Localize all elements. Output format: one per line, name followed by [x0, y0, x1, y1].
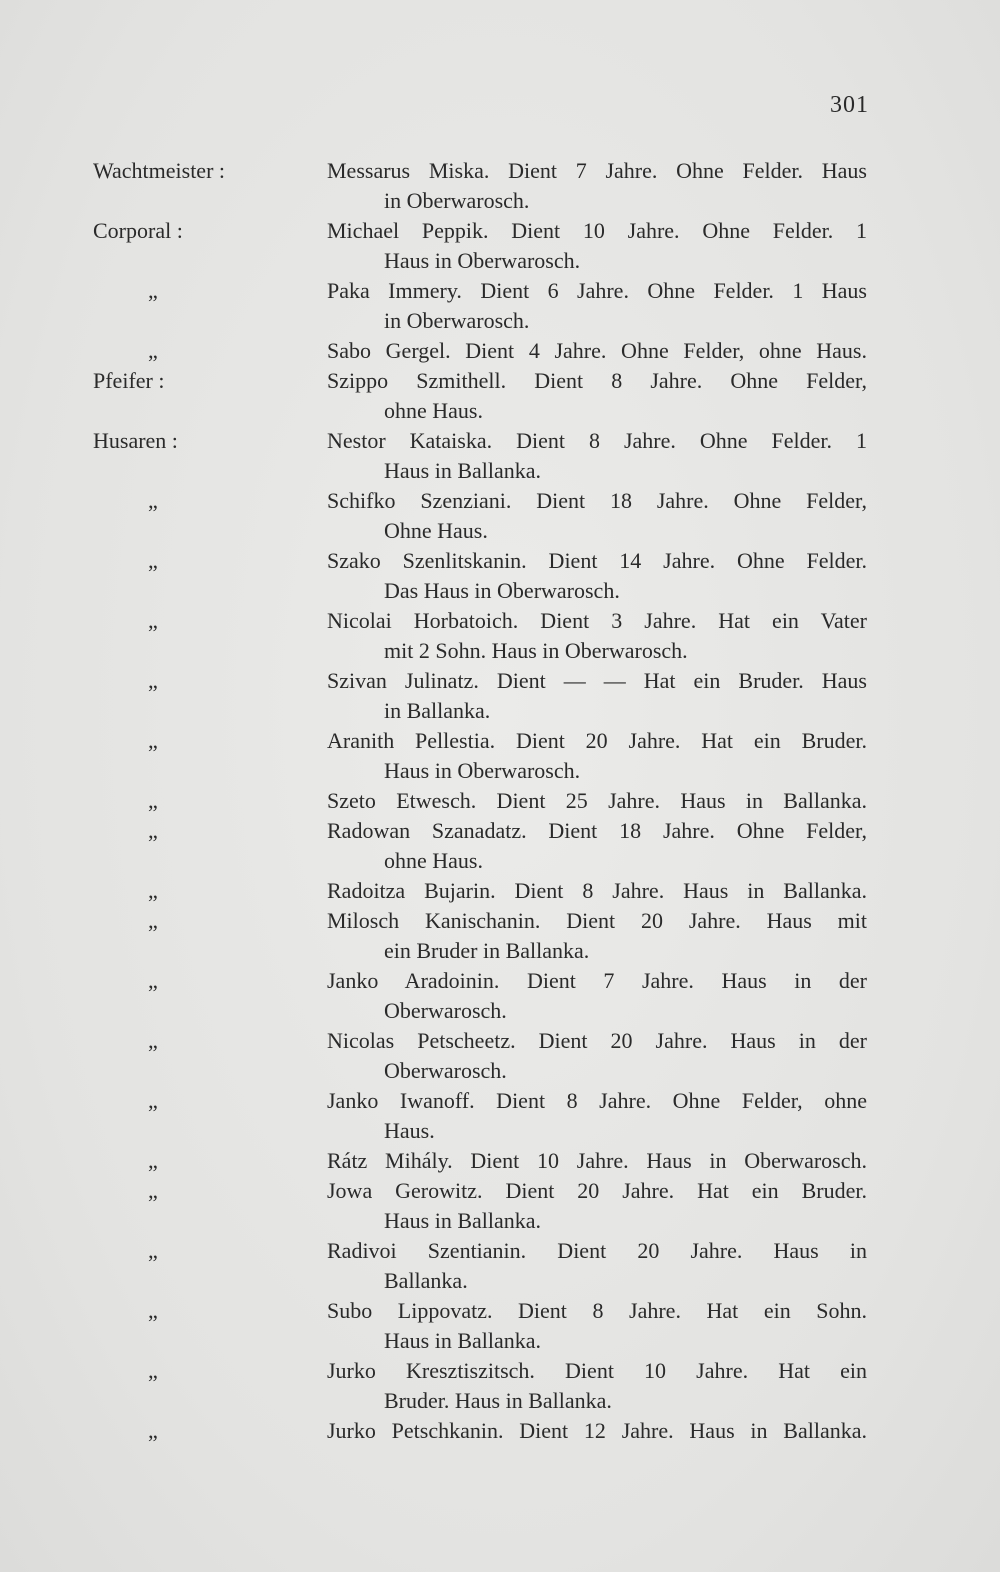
ditto-mark: „ [148, 1178, 158, 1203]
ditto-mark: „ [148, 1028, 158, 1053]
ditto-mark: „ [148, 1358, 158, 1383]
roster-entry [0, 366, 1000, 426]
roster-entry [0, 1356, 1000, 1416]
entry-text [327, 1296, 867, 1356]
roster-entry [0, 276, 1000, 336]
entry-text [327, 816, 867, 876]
ditto-mark: „ [148, 1418, 158, 1443]
entry-line: Janko Iwanoff. Dient 8 Jahre. Ohne Felder, ohne [327, 1088, 867, 1113]
entry-line: Messarus Miska. Dient 7 Jahre. Ohne Felder. Haus [327, 158, 867, 183]
roster-entry [0, 1176, 1000, 1236]
entry-text [327, 666, 867, 726]
ditto-mark: „ [148, 1238, 158, 1263]
entry-line: Szeto Etwesch. Dient 25 Jahre. Haus in Ballanka. [327, 788, 867, 813]
entry-line: Radivoi Szentianin. Dient 20 Jahre. Haus in [327, 1238, 867, 1263]
ditto-mark: „ [148, 1298, 158, 1323]
rank-label: Husaren : [93, 428, 178, 453]
entry-line: Sabo Gergel. Dient 4 Jahre. Ohne Felder, ohne Haus. [327, 338, 867, 363]
entry-text [327, 1176, 867, 1236]
entry-continuation-line: Oberwarosch. [384, 1058, 507, 1083]
entry-line: Jowa Gerowitz. Dient 20 Jahre. Hat ein Bruder. [327, 1178, 867, 1203]
entry-line: Szippo Szmithell. Dient 8 Jahre. Ohne Felder, [327, 368, 867, 393]
ditto-mark: „ [148, 548, 158, 573]
roster-entry [0, 486, 1000, 546]
roster-entry [0, 156, 1000, 216]
entry-line: Subo Lippovatz. Dient 8 Jahre. Hat ein Sohn. [327, 1298, 867, 1323]
entry-line: Milosch Kanischanin. Dient 20 Jahre. Haus mit [327, 908, 867, 933]
roster-entry [0, 1146, 1000, 1176]
entry-text [327, 336, 867, 366]
entry-line: Aranith Pellestia. Dient 20 Jahre. Hat ein Bruder. [327, 728, 867, 753]
entry-continuation-line: ohne Haus. [384, 398, 483, 423]
ditto-mark: „ [148, 668, 158, 693]
entry-line: Paka Immery. Dient 6 Jahre. Ohne Felder. 1 Haus [327, 278, 867, 303]
roster-entry [0, 546, 1000, 606]
roster-entry [0, 216, 1000, 276]
entry-continuation-line: Oberwarosch. [384, 998, 507, 1023]
entry-continuation-line: Ohne Haus. [384, 518, 488, 543]
roster-entry [0, 1236, 1000, 1296]
entry-continuation-line: in Ballanka. [384, 698, 491, 723]
entry-text [327, 786, 867, 816]
ditto-mark: „ [148, 908, 158, 933]
entry-continuation-line: Ballanka. [384, 1268, 468, 1293]
ditto-mark: „ [148, 728, 158, 753]
entry-text [327, 486, 867, 546]
entry-text [327, 216, 867, 276]
entry-line: Nicolai Horbatoich. Dient 3 Jahre. Hat ein Vater [327, 608, 867, 633]
entry-text [327, 1236, 867, 1296]
entry-text [327, 426, 867, 486]
roster-entry [0, 1416, 1000, 1446]
roster-entry [0, 336, 1000, 366]
roster-entry [0, 876, 1000, 906]
entry-continuation-line: mit 2 Sohn. Haus in Oberwarosch. [384, 638, 688, 663]
rank-label: Wachtmeister : [93, 158, 226, 183]
entry-continuation-line: Haus in Ballanka. [384, 1328, 542, 1353]
entry-continuation-line: ein Bruder in Ballanka. [384, 938, 590, 963]
entry-text [327, 906, 867, 966]
ditto-mark: „ [148, 788, 158, 813]
ditto-mark: „ [148, 1148, 158, 1173]
entry-continuation-line: Haus in Oberwarosch. [384, 248, 581, 273]
rank-label: Pfeifer : [93, 368, 165, 393]
entry-continuation-line: Haus in Ballanka. [384, 1208, 542, 1233]
entry-line: Jurko Kresztiszitsch. Dient 10 Jahre. Hat ein [327, 1358, 867, 1383]
entry-text [327, 366, 867, 426]
entry-text [327, 876, 867, 906]
roster-entry [0, 816, 1000, 876]
entry-continuation-line: Haus. [384, 1118, 435, 1143]
entry-line: Jurko Petschkanin. Dient 12 Jahre. Haus in Ballanka. [327, 1418, 867, 1443]
entry-continuation-line: Haus in Oberwarosch. [384, 758, 581, 783]
entry-line: Nicolas Petscheetz. Dient 20 Jahre. Haus in der [327, 1028, 867, 1053]
entry-text [327, 726, 867, 786]
entry-continuation-line: ohne Haus. [384, 848, 483, 873]
entry-text [327, 1416, 867, 1446]
entry-line: Nestor Kataiska. Dient 8 Jahre. Ohne Felder. 1 [327, 428, 867, 453]
entry-line: Radoitza Bujarin. Dient 8 Jahre. Haus in Ballanka. [327, 878, 867, 903]
roster-entry [0, 966, 1000, 1026]
roster-entry [0, 906, 1000, 966]
entry-text [327, 606, 867, 666]
ditto-mark: „ [148, 338, 158, 363]
ditto-mark: „ [148, 818, 158, 843]
entry-line: Szivan Julinatz. Dient — — Hat ein Bruder. Haus [327, 668, 867, 693]
entry-text [327, 156, 867, 216]
entry-text [327, 546, 867, 606]
roster-entry [0, 426, 1000, 486]
entry-line: Janko Aradoinin. Dient 7 Jahre. Haus in der [327, 968, 867, 993]
roster-list [0, 156, 1000, 1446]
entry-line: Michael Peppik. Dient 10 Jahre. Ohne Felder. 1 [327, 218, 867, 243]
entry-line: Radowan Szanadatz. Dient 18 Jahre. Ohne Felder, [327, 818, 867, 843]
ditto-mark: „ [148, 488, 158, 513]
roster-entry [0, 1296, 1000, 1356]
entry-continuation-line: Haus in Ballanka. [384, 458, 542, 483]
ditto-mark: „ [148, 878, 158, 903]
rank-label: Corporal : [93, 218, 183, 243]
entry-line: Schifko Szenziani. Dient 18 Jahre. Ohne Felder, [327, 488, 867, 513]
roster-entry [0, 1086, 1000, 1146]
entry-continuation-line: Bruder. Haus in Ballanka. [384, 1388, 612, 1413]
ditto-mark: „ [148, 968, 158, 993]
ditto-mark: „ [148, 278, 158, 303]
roster-entry [0, 606, 1000, 666]
page-number: 301 [830, 92, 869, 118]
entry-continuation-line: in Oberwarosch. [384, 188, 530, 213]
entry-line: Szako Szenlitskanin. Dient 14 Jahre. Ohne Felder. [327, 548, 867, 573]
entry-text [327, 1146, 867, 1176]
roster-entry [0, 666, 1000, 726]
entry-text [327, 966, 867, 1026]
entry-text [327, 1026, 867, 1086]
entry-text [327, 276, 867, 336]
entry-continuation-line: in Oberwarosch. [384, 308, 530, 333]
roster-entry [0, 786, 1000, 816]
roster-entry [0, 726, 1000, 786]
entry-text [327, 1086, 867, 1146]
roster-entry [0, 1026, 1000, 1086]
ditto-mark: „ [148, 1088, 158, 1113]
ditto-mark: „ [148, 608, 158, 633]
entry-text [327, 1356, 867, 1416]
entry-line: Rátz Mihály. Dient 10 Jahre. Haus in Oberwarosch. [327, 1148, 867, 1173]
entry-continuation-line: Das Haus in Oberwarosch. [384, 578, 620, 603]
